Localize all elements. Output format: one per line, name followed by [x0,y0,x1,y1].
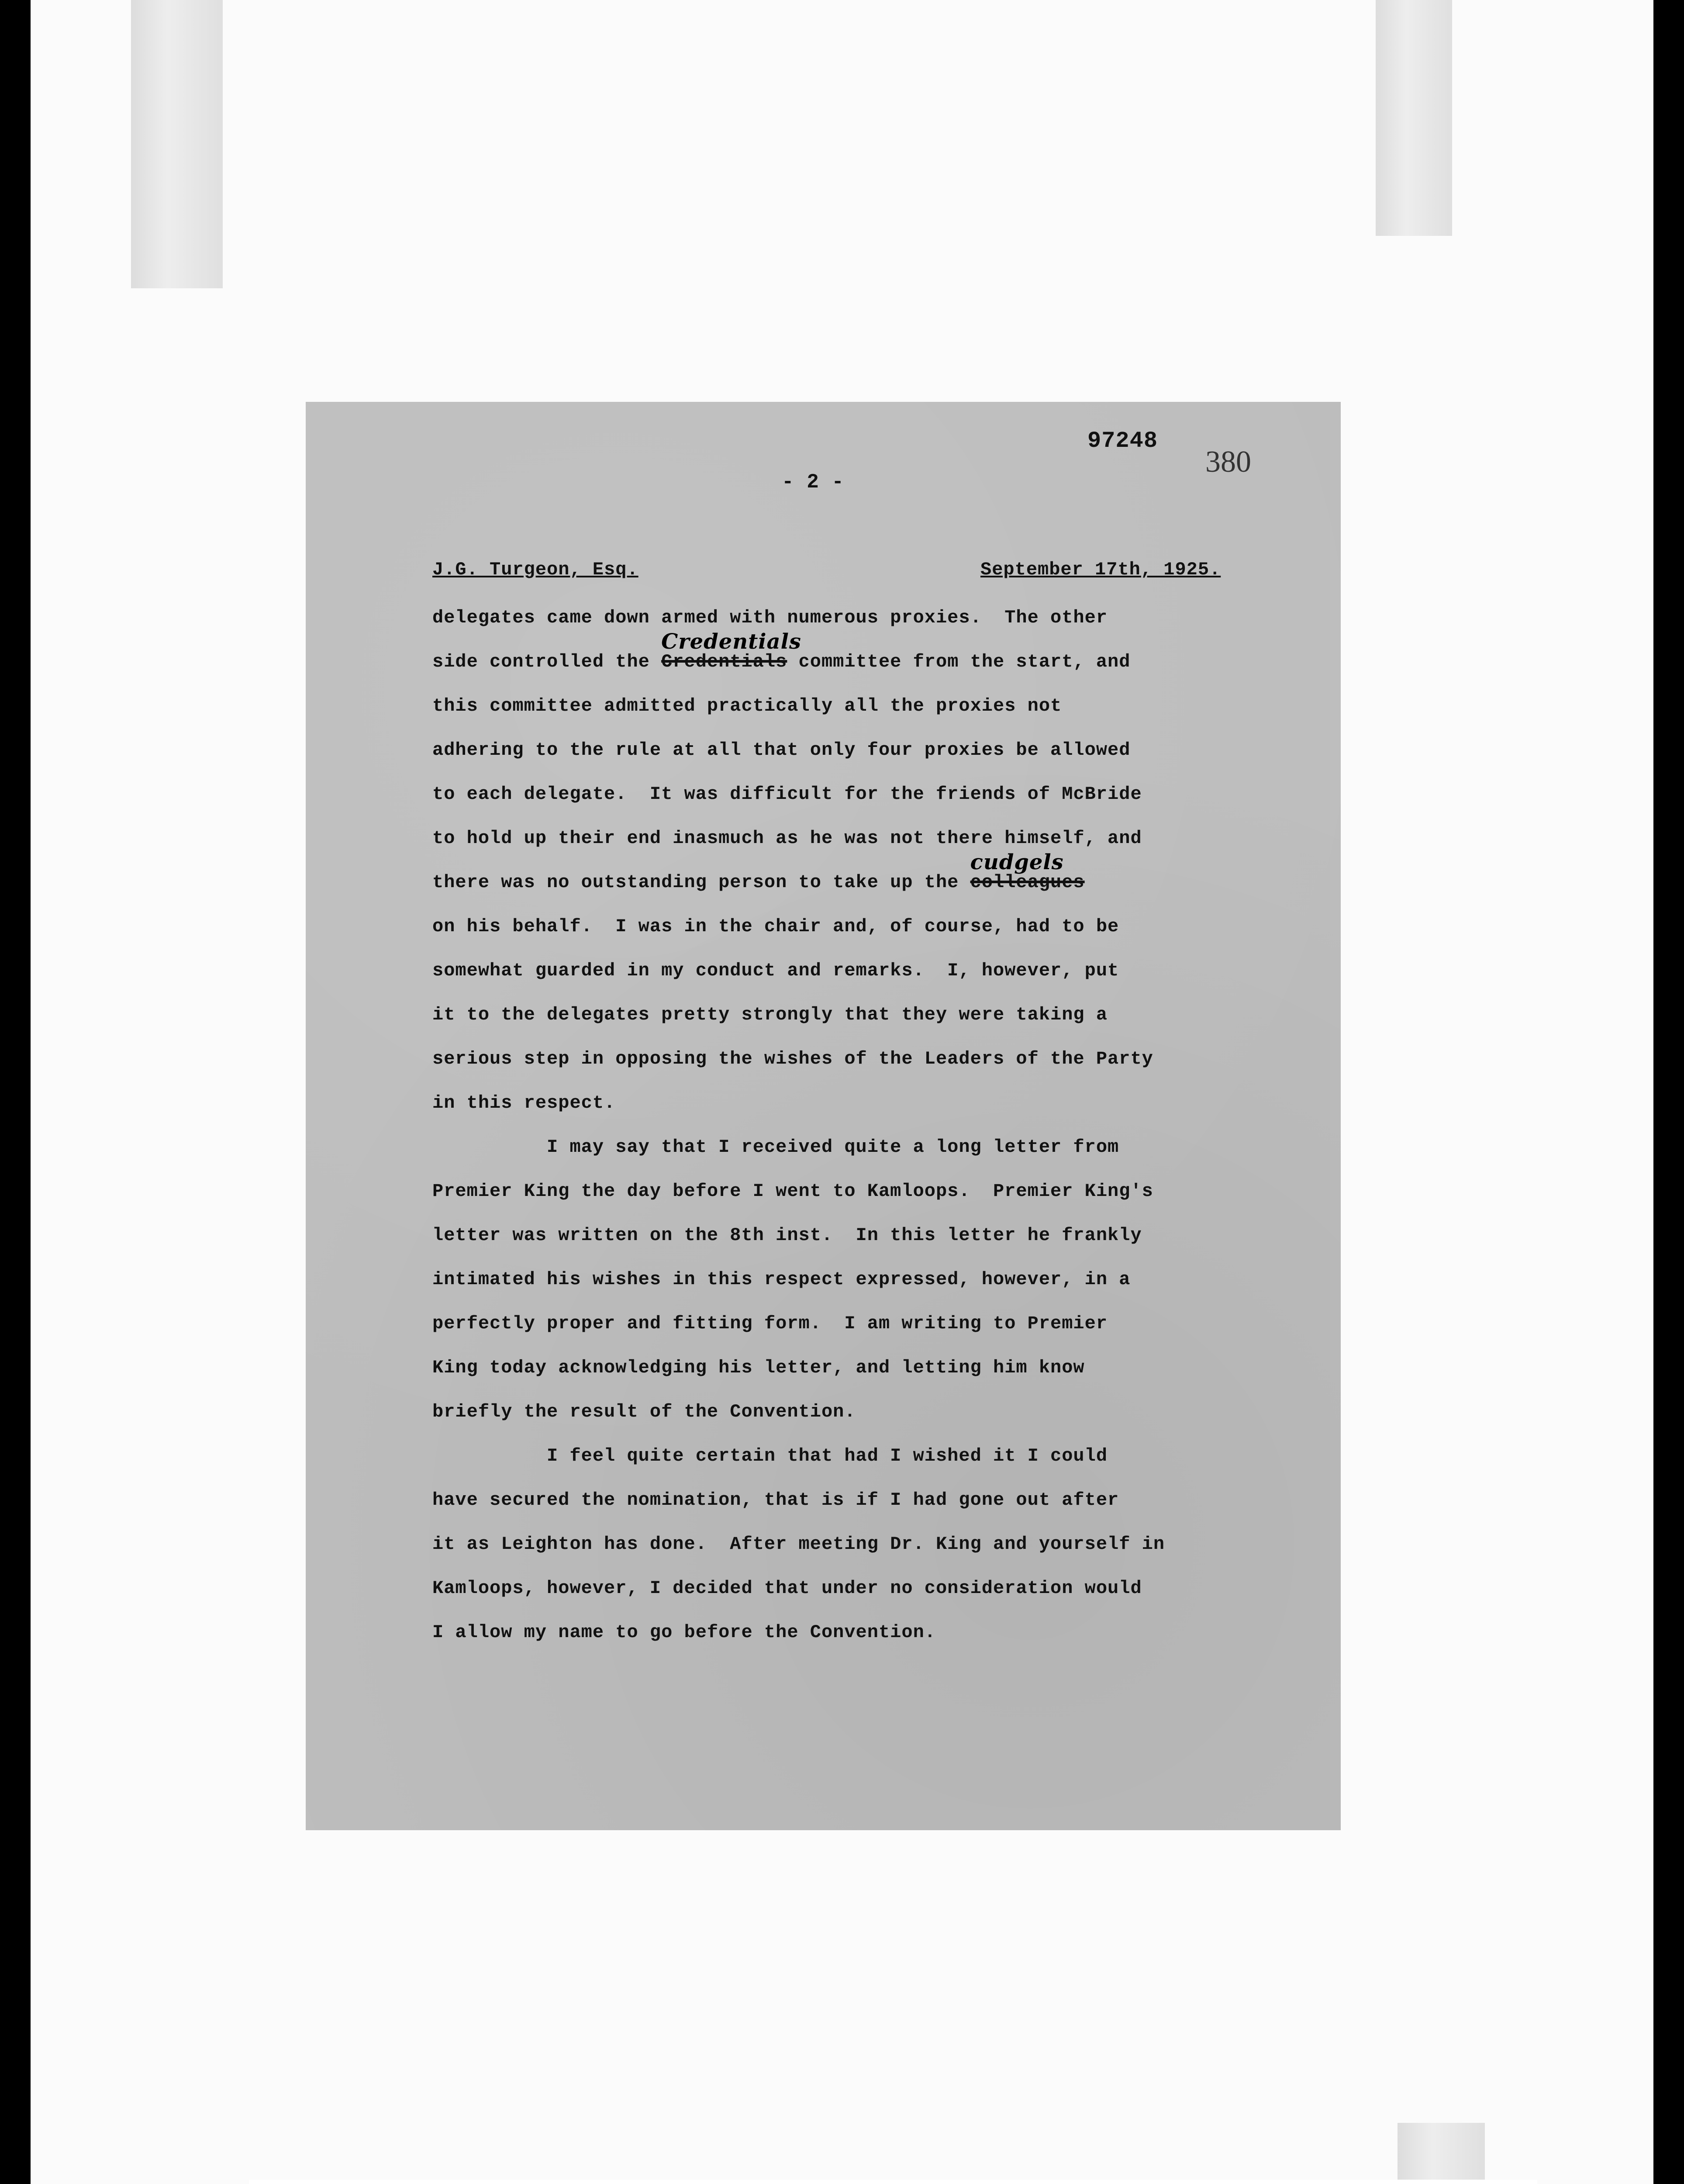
body-line: have secured the nomination, that is if I had gone out after [432,1489,1119,1510]
body-line: to each delegate. It was difficult for the friends of McBride [432,784,1142,805]
body-line: to hold up their end inasmuch as he was not there himself, and [432,828,1142,849]
typed-letter-page [306,402,1341,1830]
handwritten-word: Credentials [661,629,801,654]
archives-label-card [249,2180,1537,2184]
archive-page-number: 380 [1205,445,1251,479]
addressee: J.G. Turgeon, Esq. [432,559,638,580]
body-line: it to the delegates pretty strongly that they were taking a [432,1004,1108,1025]
body-line: Premier King the day before I went to Kamloops. Premier King's [432,1181,1153,1202]
body-line: adhering to the rule at all that only four proxies be allowed [432,740,1131,760]
body-line-text: there was no outstanding person to take up the [432,872,970,893]
body-line-text: committee from the start, and [787,651,1131,672]
tape-strip-bottom-right [1398,2123,1485,2184]
handwritten-correction [661,629,801,672]
body-line-text: side controlled the [432,651,662,672]
tape-strip-top-left [131,0,223,288]
document-number: 97248 [1087,428,1158,454]
body-line: serious step in opposing the wishes of the Leaders of the Party [432,1048,1153,1069]
body-line: this committee admitted practically all the proxies not [432,695,1062,716]
body-line: I allow my name to go before the Convention. [432,1622,936,1643]
body-line: intimated his wishes in this respect expressed, however, in a [432,1269,1131,1290]
body-line: perfectly proper and fitting form. I am writing to Premier [432,1313,1108,1334]
struck-word: Credentials [661,651,787,672]
body-line: on his behalf. I was in the chair and, of course, had to be [432,916,1119,937]
letter-date: September 17th, 1925. [980,559,1221,580]
body-line: it as Leighton has done. After meeting Dr. King and yourself in [432,1534,1165,1555]
body-line: I feel quite certain that had I wished it I could [432,1445,1108,1466]
tape-strip-top-right [1376,0,1452,236]
body-line: Kamloops, however, I decided that under no consideration would [432,1578,1142,1599]
body-line [432,629,1288,695]
body-line: briefly the result of the Convention. [432,1401,856,1422]
struck-word: colleagues [970,872,1085,893]
letter-body [432,607,1288,1666]
body-line: somewhat guarded in my conduct and remarks. I, however, put [432,960,1119,981]
page-number: - 2 - [782,471,845,494]
body-line: delegates came down armed with numerous proxies. The other [432,607,1108,628]
microfilm-frame [31,0,1653,2184]
body-line: King today acknowledging his letter, and letting him know [432,1357,1085,1378]
body-line: letter was written on the 8th inst. In this letter he frankly [432,1225,1142,1246]
handwritten-word: cudgels [970,850,1064,874]
body-line: in this respect. [432,1092,616,1113]
body-line: I may say that I received quite a long letter from [432,1137,1119,1158]
body-line [432,850,1288,916]
handwritten-correction [970,850,1085,893]
